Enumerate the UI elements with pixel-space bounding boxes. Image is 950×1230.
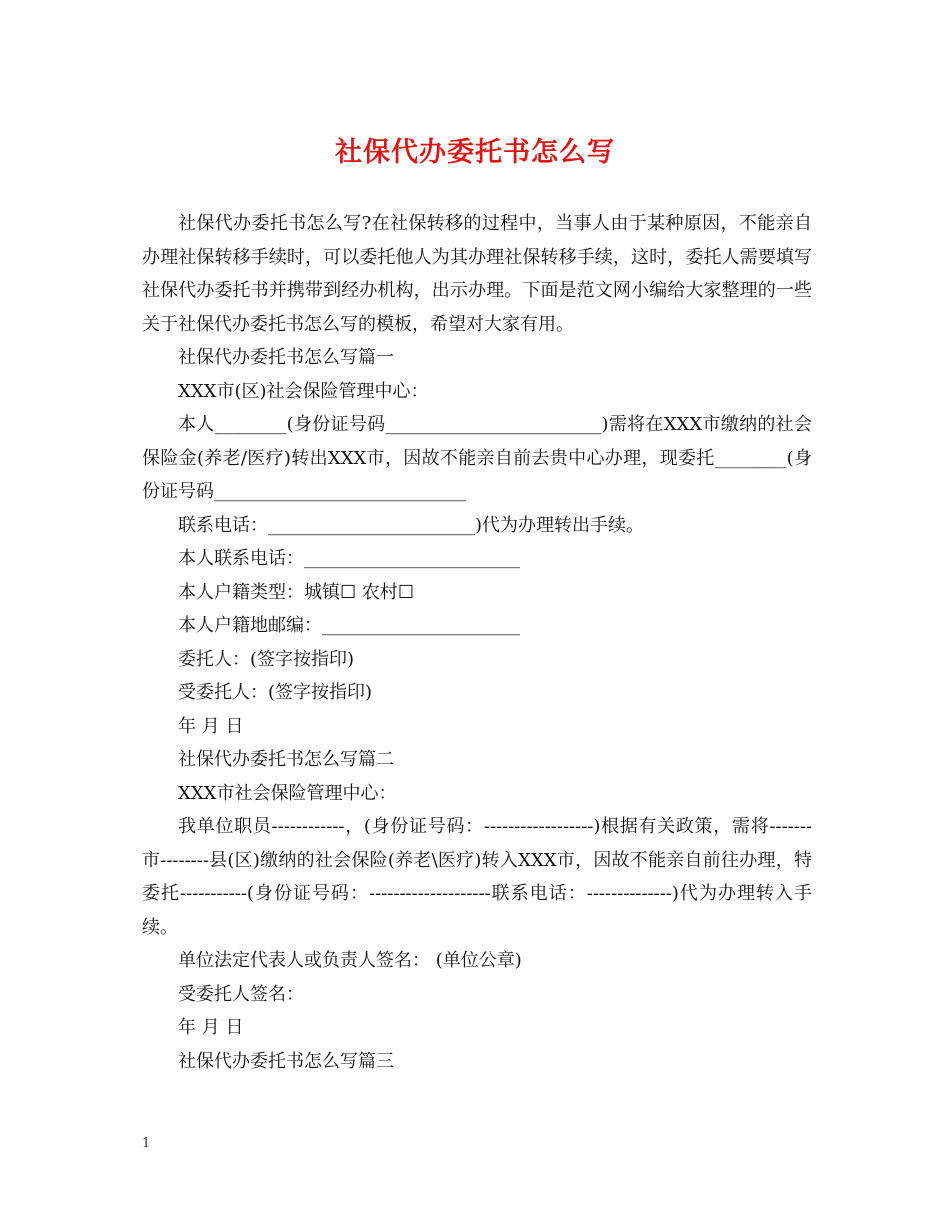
page-number: 1 xyxy=(142,1136,151,1151)
date-line-2: 年 月 日 xyxy=(178,1017,244,1038)
addressee-1: XXX市(区)社会保险管理中心： xyxy=(178,380,429,402)
section-heading-2: 社保代办委托书怎么写篇二 xyxy=(178,749,394,770)
contact-phone-line: 联系电话：_______________________)代为办理转出手续。 xyxy=(178,514,645,536)
legal-rep-signature-line: 单位法定代表人或负责人签名： (单位公章) xyxy=(178,950,522,971)
own-phone-line: 本人联系电话：________________________ xyxy=(178,548,520,569)
date-line-1: 年 月 日 xyxy=(178,715,244,737)
paragraph-request-2: 我单位职员------------，(身份证号码：------------------)根据有关政策，需将-------市--------县(区)缴纳的社会保险(养老\医疗)转入XXX市，因故不能亲自前往办理，特委托-----------(身份证号码：--------------------联系电话：--------------)代为办理转入手续。 xyxy=(142,816,812,938)
paragraph-intro: 社保代办委托书怎么写?在社保转移的过程中，当事人由于某种原因，不能亲自办理社保转移手续时，可以委托他人为其办理社保转移手续，这时，委托人需要填写社保代办委托书并携带到经办机构，出示办理。下面是范文网小编给大家整理的一些关于社保代办委托书怎么写的模板，希望对大家有用。 xyxy=(142,213,812,335)
paragraph-request-1: 本人________(身份证号码________________________)需将在XXX市缴纳的社会保险金(养老/医疗)转出XXX市，因故不能亲自前去贵中心办理，现委托________(身份证号码____________________________ xyxy=(142,414,812,502)
section-heading-3: 社保代办委托书怎么写篇三 xyxy=(178,1050,394,1072)
addressee-2: XXX市社会保险管理中心： xyxy=(178,782,397,804)
document-body xyxy=(142,207,812,1078)
section-heading-1: 社保代办委托书怎么写篇一 xyxy=(178,347,394,368)
postcode-line: 本人户籍地邮编：______________________ xyxy=(178,615,520,636)
agent-signature-line-2: 受委托人签名： xyxy=(178,983,304,1005)
agent-signature-line: 受委托人：(签字按指印) xyxy=(178,682,373,703)
household-type-line: 本人户籍类型：城镇☐ 农村☐ xyxy=(178,581,414,603)
document-title: 社保代办委托书怎么写 xyxy=(335,137,615,168)
principal-signature-line: 委托人：(签字按指印) xyxy=(178,648,355,670)
